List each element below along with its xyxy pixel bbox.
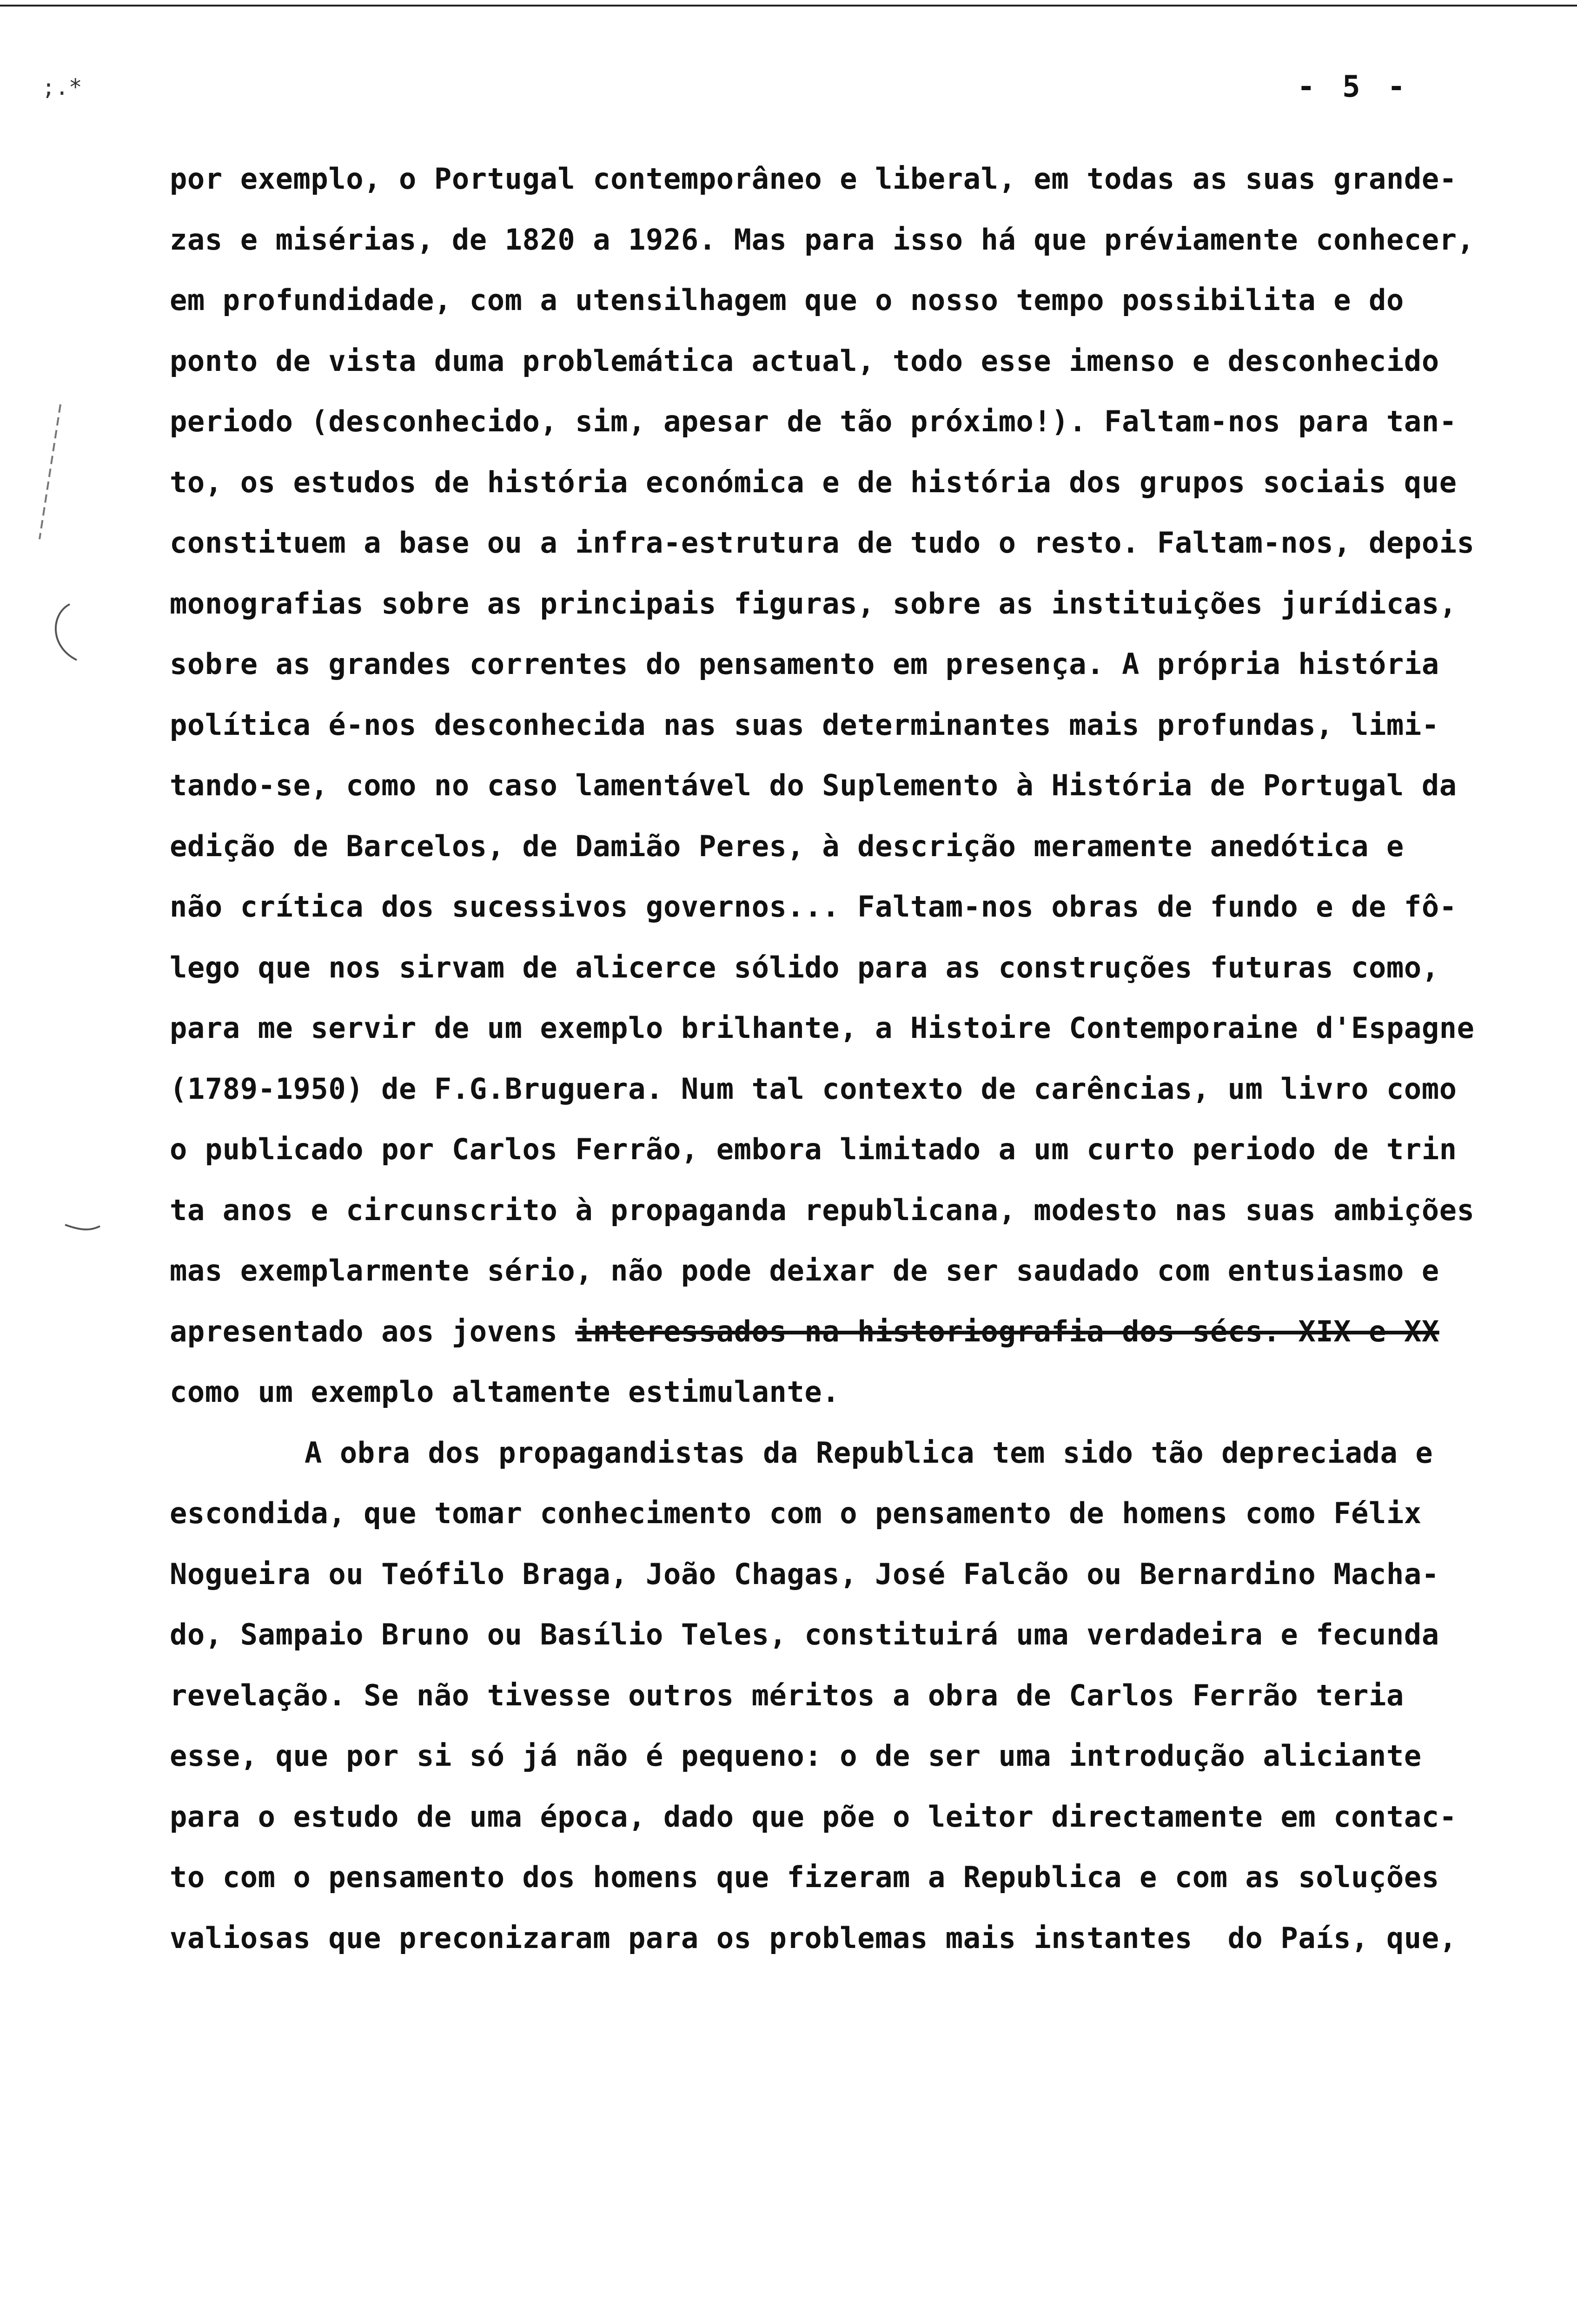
page-number: - 5 - bbox=[1297, 70, 1410, 104]
text-line: edição de Barcelos, de Damião Peres, à descrição meramente anedótica e bbox=[170, 829, 1404, 863]
text-line: lego que nos sirvam de alicerce sólido para as construções futuras como, bbox=[170, 950, 1439, 984]
text-line: tando-se, como no caso lamentável do Suplemento à História de Portugal da bbox=[170, 768, 1457, 802]
text-line: ta anos e circunscrito à propaganda republicana, modesto nas suas ambições bbox=[170, 1193, 1475, 1227]
document-body bbox=[170, 149, 1574, 1968]
text-line: em profundidade, com a utensilhagem que o nosso tempo possibilita e do bbox=[170, 283, 1404, 317]
text-line: valiosas que preconizaram para os problemas mais instantes do País, que, bbox=[170, 1921, 1457, 1955]
text-line: não crítica dos sucessivos governos... Faltam-nos obras de fundo e de fô- bbox=[170, 890, 1457, 924]
text-line: periodo (desconhecido, sim, apesar de tão próximo!). Faltam-nos para tan- bbox=[170, 404, 1457, 438]
text-line: esse, que por si só já não é pequeno: o de ser uma introdução aliciante bbox=[170, 1739, 1422, 1773]
text-line: mas exemplarmente sério, não pode deixar de ser saudado com entusiasmo e bbox=[170, 1254, 1439, 1287]
text-line: monografias sobre as principais figuras, sobre as instituições jurídicas, bbox=[170, 586, 1457, 621]
text-line: para o estudo de uma época, dado que põe o leitor directamente em contac- bbox=[170, 1799, 1457, 1834]
pencil-marks bbox=[0, 0, 139, 1394]
text-line: política é-nos desconhecida nas suas determinantes mais profundas, limi- bbox=[170, 707, 1439, 742]
pencil-slash bbox=[40, 404, 60, 539]
text-line: ponto de vista duma problemática actual, todo esse imenso e desconhecido bbox=[170, 343, 1439, 378]
text-line: revelação. Se não tivesse outros méritos a obra de Carlos Ferrão teria bbox=[170, 1678, 1404, 1712]
text-line: como um exemplo altamente estimulante. bbox=[170, 1375, 840, 1409]
paragraph-first-line: A obra dos propagandistas da Republica tem sido tão depreciada e bbox=[305, 1435, 1433, 1470]
text-line: to, os estudos de história económica e de história dos grupos sociais que bbox=[170, 465, 1457, 499]
text-line: (1789-1950) de F.G.Bruguera. Num tal contexto de carências, um livro como bbox=[170, 1071, 1457, 1106]
margin-marks: ;.* bbox=[42, 74, 82, 100]
text-line: por exemplo, o Portugal contemporâneo e liberal, em todas as suas grande- bbox=[170, 162, 1457, 196]
text-line: Nogueira ou Teófilo Braga, João Chagas, José Falcão ou Bernardino Macha- bbox=[170, 1557, 1439, 1591]
text-line: para me servir de um exemplo brilhante, a Histoire Contemporaine d'Espagne bbox=[170, 1011, 1475, 1045]
text-segment: apresentado aos jovens bbox=[170, 1314, 576, 1348]
text-line: to com o pensamento dos homens que fizeram a Republica e com as soluções bbox=[170, 1860, 1439, 1894]
top-rule bbox=[0, 5, 1577, 7]
text-line: constituem a base ou a infra-estrutura de tudo o resto. Faltam-nos, depois bbox=[170, 526, 1475, 560]
text-line: sobre as grandes correntes do pensamento em presença. A própria história bbox=[170, 647, 1439, 681]
struck-out-text: interessados na historiografia dos sécs. XIX e XX bbox=[575, 1314, 1439, 1348]
text-line: escondida, que tomar conhecimento com o pensamento de homens como Félix bbox=[170, 1496, 1422, 1530]
text-line-with-strikeout bbox=[170, 1301, 1574, 1362]
text-line: do, Sampaio Bruno ou Basílio Teles, constituirá uma verdadeira e fecunda bbox=[170, 1618, 1439, 1651]
text-line: o publicado por Carlos Ferrão, embora limitado a um curto periodo de trin bbox=[170, 1132, 1457, 1166]
text-line: zas e misérias, de 1820 a 1926. Mas para isso há que préviamente conhecer, bbox=[170, 222, 1475, 257]
pencil-bracket bbox=[56, 604, 77, 660]
pencil-dash bbox=[65, 1225, 100, 1229]
